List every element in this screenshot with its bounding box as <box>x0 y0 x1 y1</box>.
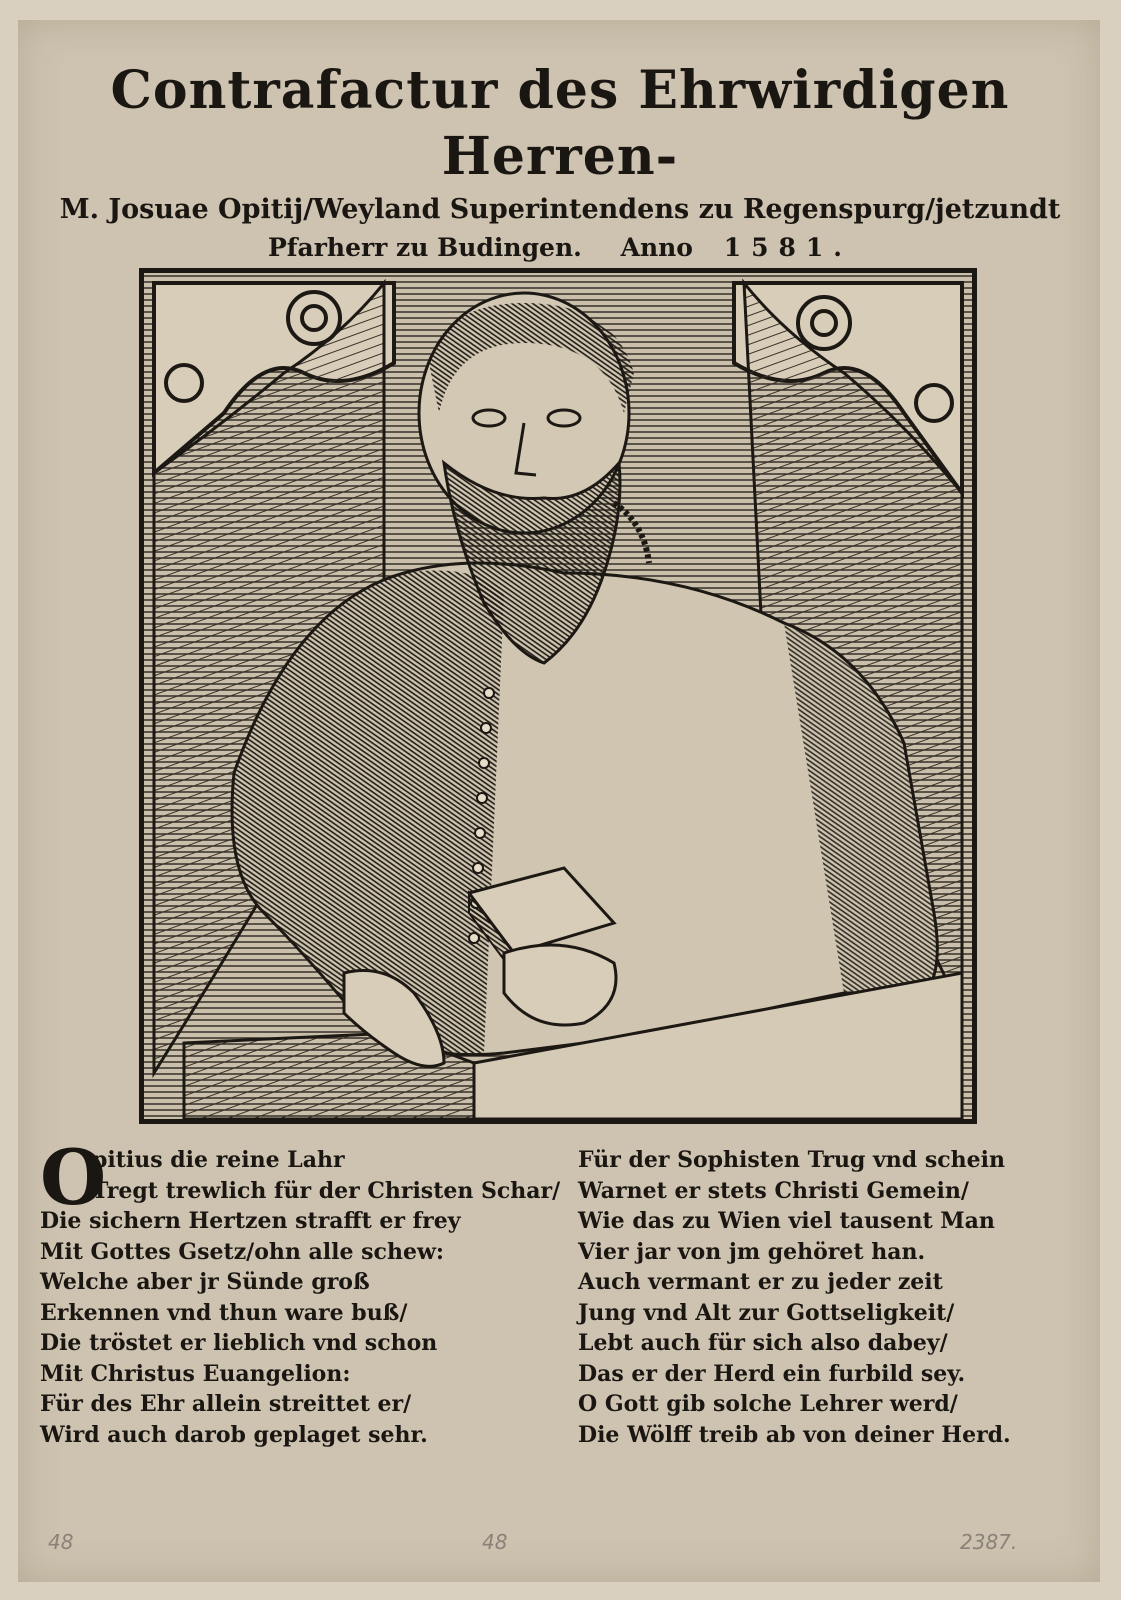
title-place: Pfarherr zu Budingen. <box>267 233 582 262</box>
verse-line: Mit Gottes Gsetz/ohn alle schew: <box>40 1238 445 1265</box>
verse-line: Für der Sophisten Trug vnd schein <box>578 1147 1005 1173</box>
verse-line: O Gott gib solche Lehrer werd/ <box>578 1391 958 1417</box>
verse-line: Das er der Herd ein furbild sey. <box>578 1360 966 1387</box>
verse-line: Die tröstet er lieblich vnd schon <box>40 1330 438 1356</box>
verse-left-column <box>40 1145 560 1450</box>
verse-line: Welche aber jr Sünde groß <box>40 1269 370 1295</box>
verse-line: Für des Ehr allein streittet er/ <box>40 1391 412 1417</box>
verse-line: Auch vermant er zu jeder zeit <box>578 1269 943 1295</box>
title-line-3 <box>30 230 1090 266</box>
verse-line: Tregt trewlich für der Christen Schar/ <box>92 1177 561 1204</box>
pencil-note: 48 <box>482 1530 508 1554</box>
portrait-illustration <box>144 273 972 1119</box>
verse-drop-cap: O <box>40 1133 107 1222</box>
verse-line: Erkennen vnd thun ware buß/ <box>40 1299 408 1326</box>
broadsheet-title <box>30 58 1090 266</box>
pencil-note: 2387. <box>960 1530 1018 1554</box>
verse-line: Vier jar von jm gehöret han. <box>578 1238 926 1265</box>
verse-line: Wie das zu Wien viel tausent Man <box>578 1208 995 1234</box>
title-line-1: Contrafactur des Ehrwirdigen Herren- <box>110 60 1010 187</box>
pencil-note: 48 <box>48 1530 74 1554</box>
verse-line: Die sichern Hertzen strafft er frey <box>40 1208 461 1234</box>
verse-line: Lebt auch für sich also dabey/ <box>578 1330 948 1356</box>
verse-line: Mit Christus Euangelion: <box>40 1360 351 1387</box>
woodcut-portrait <box>139 268 977 1124</box>
verse-right-column <box>578 1145 1078 1450</box>
verse-line: Wird auch darob geplaget sehr. <box>40 1421 428 1448</box>
verse-line: Jung vnd Alt zur Gottseligkeit/ <box>578 1299 955 1326</box>
title-year: 1581. <box>723 233 853 262</box>
verse-line: pitius die reine Lahr <box>92 1147 345 1173</box>
title-line-2: M. Josuae Opitij/Weyland Superintendens zu Regenspurg/jetzundt <box>59 194 1061 225</box>
verse-line: Warnet er stets Christi Gemein/ <box>578 1177 969 1204</box>
title-anno: Anno <box>620 233 693 262</box>
verse-line: Die Wölff treib ab von deiner Herd. <box>578 1421 1011 1448</box>
